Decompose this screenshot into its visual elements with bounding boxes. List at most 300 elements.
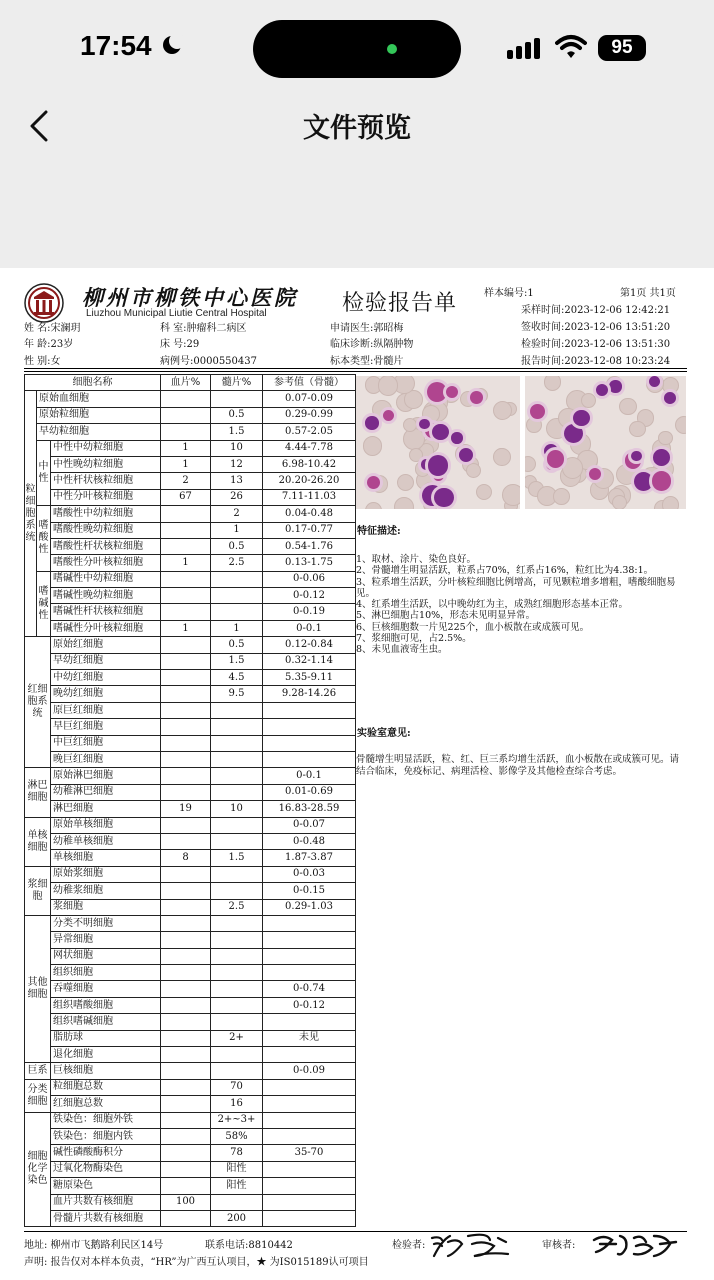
blood-percent — [161, 899, 211, 915]
cell-name: 碱性磷酸酶积分 — [51, 1145, 161, 1161]
blood-percent — [161, 833, 211, 849]
reference-range: 7.11-11.03 — [263, 489, 356, 505]
blood-percent — [161, 1030, 211, 1046]
blood-percent — [161, 768, 211, 784]
blood-percent — [161, 932, 211, 948]
cell-name: 过氧化物酶染色 — [51, 1161, 161, 1177]
reference-range: 0-0.19 — [263, 604, 356, 620]
table-row — [25, 1047, 356, 1063]
reference-range: 0.57-2.05 — [263, 424, 356, 440]
reference-range: 0.29-1.03 — [263, 899, 356, 915]
marrow-percent: 70 — [211, 1079, 263, 1095]
cell-name: 原始粒细胞 — [37, 407, 161, 423]
nucleated-cell — [383, 410, 394, 421]
marrow-percent: 2 — [211, 506, 263, 522]
marrow-percent — [211, 883, 263, 899]
group-label-mega: 巨系 — [25, 1063, 51, 1079]
requesting-doctor: 申请医生:郭昭梅 — [330, 323, 404, 334]
blood-percent — [161, 653, 211, 669]
table-row — [25, 833, 356, 849]
marrow-percent: 2.5 — [211, 555, 263, 571]
page-title: 文件预览 — [303, 113, 411, 144]
red-blood-cell — [365, 502, 383, 509]
marrow-percent — [211, 981, 263, 997]
marrow-percent — [211, 702, 263, 718]
table-row — [25, 440, 356, 456]
reference-range: 0.32-1.14 — [263, 653, 356, 669]
cell-name: 异常细胞 — [51, 932, 161, 948]
marrow-percent: 2+~3+ — [211, 1112, 263, 1128]
reviewer-signature — [590, 1230, 680, 1260]
group-label-classify: 分类细胞 — [25, 1079, 51, 1112]
reference-range — [263, 702, 356, 718]
nucleated-cell — [652, 471, 672, 491]
nucleated-cell — [589, 468, 601, 480]
table-row — [25, 1030, 356, 1046]
cell-name: 中幼红细胞 — [51, 670, 161, 686]
red-blood-cell — [502, 484, 520, 506]
blood-percent: 67 — [161, 489, 211, 505]
reference-range: 0-0.12 — [263, 588, 356, 604]
table-row — [25, 1178, 356, 1194]
status-time: 17:54 — [80, 30, 152, 61]
marrow-percent — [211, 833, 263, 849]
blood-percent: 2 — [161, 473, 211, 489]
marrow-percent: 1 — [211, 522, 263, 538]
marrow-percent — [211, 391, 263, 407]
battery-icon: 95 — [598, 35, 646, 61]
subgroup-label-basophil: 嗜碱性 — [37, 571, 51, 637]
cell-name: 原始淋巴细胞 — [51, 768, 161, 784]
lab-opinion: 骨髓增生明显活跃，粒、红、巨三系均增生活跃，血小板散在或成簇可见。请结合临床，免疫标记、病理活检、影像学及其他检查综合考虑。 — [356, 754, 680, 777]
cell-name: 网状细胞 — [51, 948, 161, 964]
examiner-label: 检验者: — [392, 1240, 426, 1251]
cell-name: 组织细胞 — [51, 965, 161, 981]
marrow-percent — [211, 588, 263, 604]
table-row — [25, 915, 356, 931]
marrow-percent — [211, 965, 263, 981]
bone-marrow-micrograph-2 — [525, 376, 686, 509]
blood-percent: 100 — [161, 1194, 211, 1210]
reference-range: 0.17-0.77 — [263, 522, 356, 538]
cell-name: 红细胞总数 — [51, 1096, 161, 1112]
marrow-percent: 16 — [211, 1096, 263, 1112]
marrow-percent: 1.5 — [211, 424, 263, 440]
blood-percent — [161, 1145, 211, 1161]
examiner-signature — [428, 1230, 528, 1260]
reference-range: 0-0.74 — [263, 981, 356, 997]
red-blood-cell — [629, 421, 646, 438]
cell-name: 嗜酸性晚幼粒细胞 — [51, 522, 161, 538]
cell-name: 早幼红细胞 — [51, 653, 161, 669]
reference-range — [263, 1112, 356, 1128]
red-blood-cell — [466, 463, 481, 478]
blood-percent — [161, 1112, 211, 1128]
feature-item: 1、取材、涂片、染色良好。 — [356, 554, 477, 565]
reference-range — [263, 1194, 356, 1210]
blood-percent — [161, 1063, 211, 1079]
marrow-percent — [211, 751, 263, 767]
red-blood-cell — [562, 457, 584, 479]
table-row — [25, 702, 356, 718]
nucleated-cell — [451, 432, 462, 443]
red-blood-cell — [553, 488, 570, 505]
cell-name: 铁染色：细胞内铁 — [51, 1128, 161, 1144]
marrow-percent — [211, 932, 263, 948]
blood-percent — [161, 997, 211, 1013]
blood-percent — [161, 981, 211, 997]
cell-name: 糖原染色 — [51, 1178, 161, 1194]
nucleated-cell — [432, 424, 448, 440]
marrow-percent: 1 — [211, 620, 263, 636]
blood-percent — [161, 1047, 211, 1063]
table-row — [25, 571, 356, 587]
table-row — [25, 735, 356, 751]
cell-name: 淋巴细胞 — [51, 801, 161, 817]
blood-percent — [161, 670, 211, 686]
group-label-granulocyte: 粒细胞系统 — [25, 391, 37, 637]
red-blood-cell — [544, 376, 561, 391]
blood-percent: 1 — [161, 440, 211, 456]
blood-percent — [161, 1079, 211, 1095]
lab-opinion-title: 实验室意见: — [357, 728, 411, 739]
table-row — [25, 719, 356, 735]
group-label-lymph: 淋巴细胞 — [25, 768, 51, 817]
cell-name: 组织嗜酸细胞 — [51, 997, 161, 1013]
cell-name: 原始浆细胞 — [51, 866, 161, 882]
cell-name: 中性晚幼粒细胞 — [51, 456, 161, 472]
table-row — [25, 1128, 356, 1144]
marrow-percent: 10 — [211, 801, 263, 817]
table-row — [25, 620, 356, 636]
feature-list — [356, 554, 686, 656]
reference-range — [263, 1161, 356, 1177]
marrow-percent: 9.5 — [211, 686, 263, 702]
table-row — [25, 653, 356, 669]
red-blood-cell — [662, 496, 680, 509]
table-row — [25, 784, 356, 800]
reference-range: 20.20-26.20 — [263, 473, 356, 489]
group-label-chem: 细胞化学染色 — [25, 1112, 51, 1227]
nucleated-cell — [634, 472, 653, 491]
cell-name: 嗜酸性杆状核粒细胞 — [51, 538, 161, 554]
cell-name: 血片共数有核细胞 — [51, 1194, 161, 1210]
blood-percent — [161, 391, 211, 407]
marrow-percent — [211, 997, 263, 1013]
patient-name: 姓 名:宋澜玥 — [24, 323, 81, 334]
reviewer-label: 审核者: — [542, 1240, 576, 1251]
table-row — [25, 489, 356, 505]
blood-percent — [161, 948, 211, 964]
blood-percent — [161, 522, 211, 538]
blood-percent — [161, 686, 211, 702]
blood-percent: 1 — [161, 620, 211, 636]
marrow-percent — [211, 719, 263, 735]
marrow-percent — [211, 866, 263, 882]
reference-range: 0-0.1 — [263, 768, 356, 784]
feature-item: 3、粒系增生活跃，分叶核粒细胞比例增高，可见颗粒增多增粗，嗜酸细胞易见。 — [356, 576, 676, 599]
cell-name: 单核细胞 — [51, 850, 161, 866]
patient-age: 年 龄:23岁 — [24, 339, 74, 350]
nucleated-cell — [365, 416, 378, 429]
feature-item: 2、骨髓增生明显活跃，粒系占70%，红系占16%，粒红比为4.38:1。 — [356, 565, 654, 577]
patient-sex: 性 别:女 — [24, 356, 61, 367]
cellular-signal-icon — [507, 37, 545, 59]
table-header-row — [25, 375, 356, 391]
table-row — [25, 1145, 356, 1161]
specimen-type: 标本类型:骨髓片 — [330, 356, 404, 367]
red-blood-cell — [525, 456, 536, 472]
marrow-percent: 12 — [211, 456, 263, 472]
marrow-percent: 78 — [211, 1145, 263, 1161]
red-blood-cell — [658, 431, 673, 446]
marrow-percent: 阳性 — [211, 1178, 263, 1194]
table-row — [25, 850, 356, 866]
cell-name: 幼稚单核细胞 — [51, 833, 161, 849]
table-row — [25, 506, 356, 522]
blood-percent — [161, 735, 211, 751]
cell-name: 早幼粒细胞 — [37, 424, 161, 440]
wifi-icon — [555, 34, 587, 60]
cell-name: 中巨红细胞 — [51, 735, 161, 751]
blood-percent — [161, 588, 211, 604]
report-time: 报告时间:2023-12-08 10:23:24 — [521, 356, 671, 367]
marrow-percent: 2+ — [211, 1030, 263, 1046]
blood-percent — [161, 424, 211, 440]
blood-percent: 1 — [161, 555, 211, 571]
reference-range: 0-0.06 — [263, 571, 356, 587]
reference-range: 0.07-0.09 — [263, 391, 356, 407]
marrow-percent — [211, 735, 263, 751]
group-label-other: 其他细胞 — [25, 915, 51, 1063]
received-time: 签收时间:2023-12-06 13:51:20 — [521, 322, 671, 333]
blood-percent — [161, 719, 211, 735]
nucleated-cell — [446, 386, 458, 398]
reference-range — [263, 965, 356, 981]
marrow-percent — [211, 768, 263, 784]
reference-range: 0.54-1.76 — [263, 538, 356, 554]
table-row — [25, 997, 356, 1013]
reference-range — [263, 1178, 356, 1194]
reference-range — [263, 751, 356, 767]
blood-percent — [161, 1210, 211, 1226]
cell-name: 早巨红细胞 — [51, 719, 161, 735]
table-row — [25, 1096, 356, 1112]
table-row — [25, 604, 356, 620]
red-blood-cell — [612, 495, 627, 509]
blood-percent — [161, 1161, 211, 1177]
reference-range — [263, 915, 356, 931]
reference-range: 5.35-9.11 — [263, 670, 356, 686]
cell-name: 嗜酸性中幼粒细胞 — [51, 506, 161, 522]
reference-range: 4.44-7.78 — [263, 440, 356, 456]
group-label-plasma: 浆细胞 — [25, 866, 51, 915]
marrow-percent — [211, 817, 263, 833]
cell-name: 原始红细胞 — [51, 637, 161, 653]
cell-name: 铁染色：细胞外铁 — [51, 1112, 161, 1128]
nucleated-cell — [434, 488, 453, 507]
table-row — [25, 817, 356, 833]
blood-percent — [161, 1096, 211, 1112]
nucleated-cell — [367, 476, 380, 489]
table-row — [25, 1079, 356, 1095]
nucleated-cell — [470, 391, 483, 404]
blood-percent — [161, 915, 211, 931]
feature-title: 特征描述: — [357, 526, 401, 537]
blood-percent — [161, 571, 211, 587]
reference-range — [263, 1210, 356, 1226]
blood-percent — [161, 1128, 211, 1144]
nucleated-cell — [573, 410, 590, 427]
bone-marrow-micrograph-1 — [356, 376, 520, 509]
nucleated-cell — [653, 449, 670, 466]
red-blood-cell — [526, 417, 542, 433]
marrow-percent: 26 — [211, 489, 263, 505]
blood-percent — [161, 1014, 211, 1030]
feature-item: 8、未见血液寄生虫。 — [356, 644, 448, 656]
cell-name: 退化细胞 — [51, 1047, 161, 1063]
cell-name: 嗜碱性杆状核粒细胞 — [51, 604, 161, 620]
blood-percent: 1 — [161, 456, 211, 472]
reference-range: 9.28-14.26 — [263, 686, 356, 702]
hospital-name-en: Liuzhou Municipal Liutie Central Hospital — [86, 308, 267, 319]
red-blood-cell — [493, 401, 512, 420]
blood-percent — [161, 965, 211, 981]
marrow-percent: 0.5 — [211, 407, 263, 423]
reference-range: 0-0.15 — [263, 883, 356, 899]
header-divider — [24, 368, 687, 369]
table-row — [25, 637, 356, 653]
marrow-percent — [211, 915, 263, 931]
table-row — [25, 1014, 356, 1030]
moon-icon — [163, 36, 181, 54]
table-row — [25, 1112, 356, 1128]
cell-name: 中性杆状核粒细胞 — [51, 473, 161, 489]
reference-range: 0-0.1 — [263, 620, 356, 636]
cell-name: 分类不明细胞 — [51, 915, 161, 931]
hospital-address: 地址: 柳州市飞鹅路利民区14号 — [24, 1240, 164, 1251]
marrow-percent: 2.5 — [211, 899, 263, 915]
blood-percent — [161, 637, 211, 653]
marrow-percent — [211, 604, 263, 620]
hospital-name-cn: 柳州市柳铁中心医院 — [82, 285, 298, 310]
reference-range — [263, 1047, 356, 1063]
table-row — [25, 407, 356, 423]
blood-percent — [161, 407, 211, 423]
table-row — [25, 424, 356, 440]
patient-bed: 床 号:29 — [160, 339, 200, 350]
report-title: 检验报告单 — [342, 291, 458, 316]
cell-name: 幼稚淋巴细胞 — [51, 784, 161, 800]
blood-percent — [161, 784, 211, 800]
sampling-time: 采样时间:2023-12-06 12:42:21 — [521, 305, 671, 316]
blood-percent — [161, 604, 211, 620]
red-blood-cell — [378, 376, 399, 396]
table-row — [25, 555, 356, 571]
page-info: 第1页 共1页 — [620, 288, 676, 299]
reference-range — [263, 1079, 356, 1095]
blood-percent: 19 — [161, 801, 211, 817]
table-row — [25, 456, 356, 472]
marrow-percent: 0.5 — [211, 538, 263, 554]
feature-item: 7、浆细胞可见，占2.5%。 — [356, 633, 472, 645]
reference-range: 16.83-28.59 — [263, 801, 356, 817]
app-header — [0, 0, 714, 268]
marrow-percent — [211, 1063, 263, 1079]
blood-percent — [161, 506, 211, 522]
reference-range: 0.01-0.69 — [263, 784, 356, 800]
cell-name: 浆细胞 — [51, 899, 161, 915]
reference-range: 未见 — [263, 1030, 356, 1046]
cell-name: 晚幼红细胞 — [51, 686, 161, 702]
cell-name: 脂肪球 — [51, 1030, 161, 1046]
test-time: 检验时间:2023-12-06 13:51:30 — [521, 339, 671, 350]
table-row — [25, 866, 356, 882]
header-divider-2 — [24, 371, 687, 372]
blood-percent: 8 — [161, 850, 211, 866]
header-cell-ref: 参考值（骨髓） — [263, 375, 356, 391]
red-blood-cell — [476, 484, 492, 500]
header-cell-blood: 血片% — [161, 375, 211, 391]
marrow-percent: 1.5 — [211, 653, 263, 669]
feature-item: 4、红系增生活跃，以中晚幼红为主，成熟红细胞形态基本正常。 — [356, 599, 629, 611]
red-blood-cell — [581, 393, 596, 408]
cell-name: 嗜碱性分叶核粒细胞 — [51, 620, 161, 636]
marrow-percent — [211, 1047, 263, 1063]
reference-range — [263, 1128, 356, 1144]
subgroup-label-neutrophil: 中性 — [37, 440, 51, 506]
reference-range: 0-0.03 — [263, 866, 356, 882]
nucleated-cell — [419, 419, 429, 429]
cell-name: 中性分叶核粒细胞 — [51, 489, 161, 505]
header-cell-marrow: 髓片% — [211, 375, 263, 391]
cell-name: 巨核细胞 — [51, 1063, 161, 1079]
disclaimer: 声明: 报告仅对本样本负责，“HR”为广西互认项目，★ 为IS015189认可项目 — [24, 1257, 369, 1268]
table-row — [25, 473, 356, 489]
marrow-percent: 200 — [211, 1210, 263, 1226]
blood-percent — [161, 751, 211, 767]
table-row — [25, 391, 356, 407]
patient-dept: 科 室:肿瘤科二病区 — [160, 323, 247, 334]
reference-range — [263, 1096, 356, 1112]
table-row — [25, 751, 356, 767]
table-row — [25, 883, 356, 899]
table-row — [25, 768, 356, 784]
red-blood-cell — [409, 448, 423, 462]
marrow-percent: 13 — [211, 473, 263, 489]
nucleated-cell — [564, 424, 583, 443]
table-row — [25, 932, 356, 948]
nucleated-cell — [428, 455, 449, 476]
cell-count-table — [24, 374, 356, 1227]
footer-divider — [24, 1231, 687, 1232]
dynamic-island — [253, 20, 461, 78]
table-row — [25, 965, 356, 981]
nucleated-cell — [649, 376, 660, 387]
cell-name: 吞噬细胞 — [51, 981, 161, 997]
red-blood-cell — [394, 497, 414, 509]
cell-name: 晚巨红细胞 — [51, 751, 161, 767]
reference-range — [263, 1014, 356, 1030]
red-blood-cell — [675, 416, 686, 434]
cell-name: 嗜碱性中幼粒细胞 — [51, 571, 161, 587]
reference-range: 0-0.12 — [263, 997, 356, 1013]
table-row — [25, 588, 356, 604]
blood-percent — [161, 702, 211, 718]
feature-item: 6、巨核细胞数一片见225个，血小板散在或成簇可见。 — [356, 621, 590, 633]
patient-case-no: 病例号:0000550437 — [160, 356, 257, 367]
table-row — [25, 670, 356, 686]
